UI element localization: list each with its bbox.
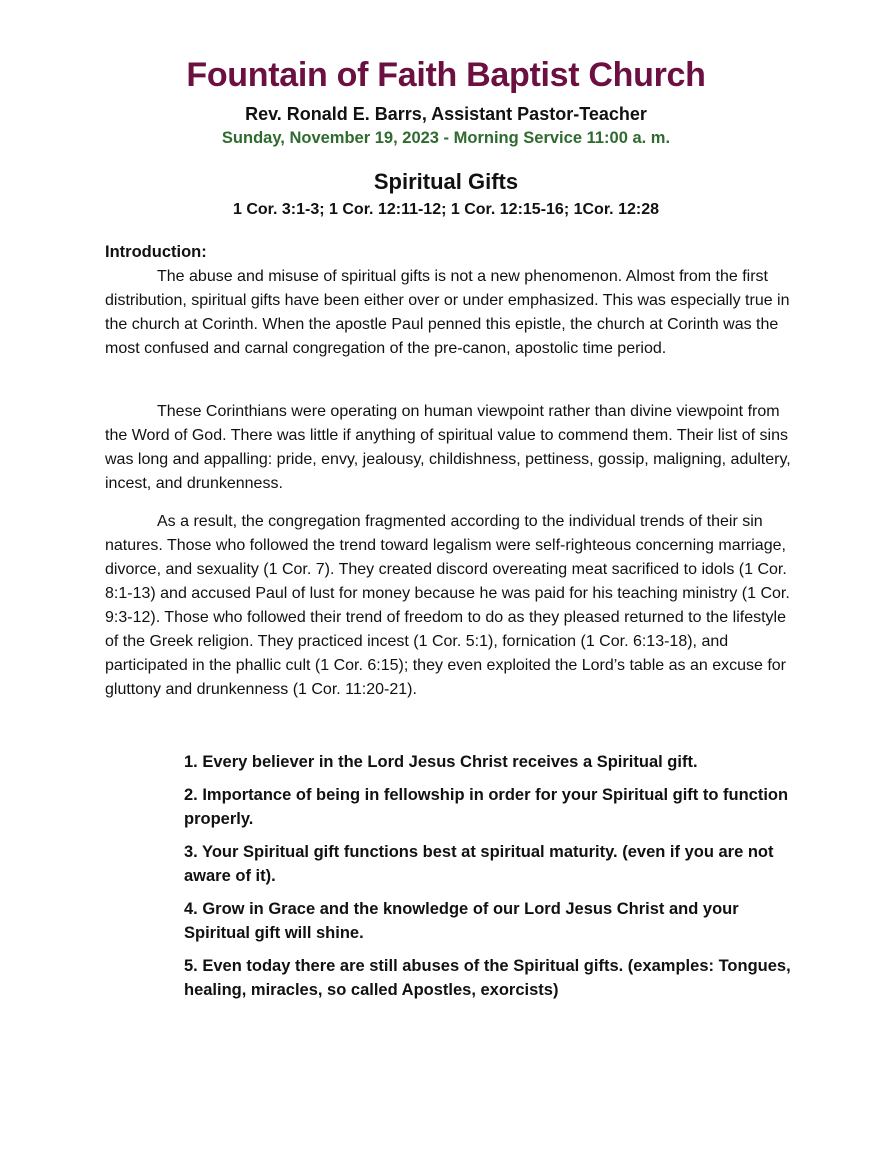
introduction-heading: Introduction: xyxy=(105,243,207,261)
service-date-line: Sunday, November 19, 2023 - Morning Service 11:00 a. m. xyxy=(221,129,671,147)
sermon-point-5: 5. Even today there are still abuses of the Spiritual gifts. (examples: Tongues, healing, miracles, so called Apostles, exorcists) xyxy=(184,957,791,999)
church-name-heading: Fountain of Faith Baptist Church xyxy=(186,56,706,94)
sermon-point-2: 2. Importance of being in fellowship in order for your Spiritual gift to function properly. xyxy=(184,786,789,828)
sermon-points-list xyxy=(184,750,794,1011)
intro-paragraph-3: As a result, the congregation fragmented according to the individual trends of their sin natures. Those who followed the trend toward legalism were self-righteous concerning marriage, divorce, and sexuality (1 Cor. 7). They created discord overeating meat sacrificed to idols (1 Cor. 8:1-13) and accused Paul of lust for money because he was paid for his teaching ministry (1 Cor. 9:3-12). Those who followed their trend of freedom to do as they pleased returned to the lifestyle of the Greek religion. They practiced incest (1 Cor. 5:1), fornication (1 Cor. 6:13-18), and participated in the phallic cult (1 Cor. 6:15); they even exploited the Lord’s table as an excuse for gluttony and drunkenness (1 Cor. 11:20-21). xyxy=(105,513,790,698)
sermon-title: Spiritual Gifts xyxy=(373,169,519,194)
intro-paragraph-1: The abuse and misuse of spiritual gifts is not a new phenomenon. Almost from the first distribution, spiritual gifts have been either over or under emphasized. This was especially true in the church at Corinth. When the apostle Paul penned this epistle, the church at Corinth was the most confused and carnal congregation of the pre-canon, apostolic time period. xyxy=(105,268,790,357)
sermon-point-4: 4. Grow in Grace and the knowledge of our Lord Jesus Christ and your Spiritual gift will shine. xyxy=(184,900,739,942)
sermon-point-3: 3. Your Spiritual gift functions best at spiritual maturity. (even if you are not aware of it). xyxy=(184,843,774,885)
scripture-references: 1 Cor. 3:1-3; 1 Cor. 12:11-12; 1 Cor. 12:15-16; 1Cor. 12:28 xyxy=(233,201,659,218)
sermon-point-1: 1. Every believer in the Lord Jesus Christ receives a Spiritual gift. xyxy=(184,753,698,771)
pastor-line: Rev. Ronald E. Barrs, Assistant Pastor-Teacher xyxy=(245,104,647,124)
intro-paragraph-2: These Corinthians were operating on human viewpoint rather than divine viewpoint from the Word of God. There was little if anything of spiritual value to commend them. Their list of sins was long and appalling: pride, envy, jealousy, childishness, pettiness, gossip, maligning, adultery, incest, and drunkenness. xyxy=(105,403,791,492)
